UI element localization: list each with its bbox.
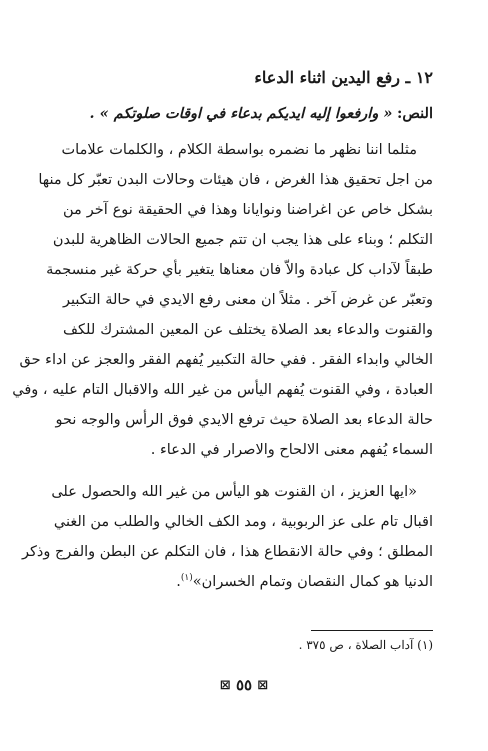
page-number-block <box>0 676 488 694</box>
paragraph-line: مثلما اننا نظهر ما نضمره بواسطة الكلام ، والكلمات علامات <box>61 142 417 158</box>
ornament-icon: ⊠ <box>219 678 231 693</box>
quran-quote: « وارفعوا إليه ايديكم بدعاء في اوقات صلوتكم » . <box>89 105 393 122</box>
paragraph-line: طبقاً لآداب كل عبادة والاّ فان معناها يتغير بأي حركة غير منسجمة <box>46 262 433 278</box>
paragraph-line: التكلم ؛ وبناء على هذا يجب ان تتم جميع الحالات الظاهرية للبدن <box>52 232 433 248</box>
paragraph-line: الدنيا هو كمال النقصان وتمام الخسران»$^{(١)}$. <box>176 573 433 590</box>
paragraph-line: الخالي وابداء الفقر . ففي حالة التكبير يُفهم الفقر والعجز عن اداء حق <box>19 352 433 368</box>
paragraph-line: العبادة ، وفي القنوت يُفهم اليأس من غير الله والاقبال التام عليه ، وفي <box>12 382 433 398</box>
paragraph-line: بشكل خاص عن اغراضنا ونوايانا وهذا في الحقيقة نوع آخر من <box>63 202 433 218</box>
paragraph-line: السماء يُفهم معنى الالحاح والاصرار في الدعاء . <box>150 442 433 458</box>
paragraph-line-text: الدنيا هو كمال النقصان وتمام الخسران» <box>192 574 433 590</box>
paragraph-line: وتعبّر عن غرض آخر . مثلاً ان معنى رفع الايدي في حالة التكبير <box>63 292 433 308</box>
footnote-divider <box>311 630 433 631</box>
footnote: (١) آداب الصلاة ، ص ٣٧٥ . <box>298 638 433 652</box>
text-quote-line <box>63 104 433 124</box>
paragraph-line: حالة الدعاء بعد الصلاة حيث ترفع الايدي فوق الرأس والوجه نحو <box>55 412 433 428</box>
text-label: النص: <box>397 105 433 122</box>
section-heading: ١٢ ـ رفع اليدين اثناء الدعاء <box>254 68 433 87</box>
paragraph-line: المطلق ؛ وفي حالة الانقطاع هذا ، فان التكلم عن البطن والفرج وذكر <box>22 544 433 560</box>
paragraph-line: اقبال تام على عز الربوبية ، ومد الكف الخالي والطلب من الغني <box>53 514 433 530</box>
ornament-icon: ⊠ <box>257 678 269 693</box>
paragraph-line: والقنوت والدعاء بعد الصلاة يختلف عن المعين المشترك للكف <box>63 322 433 338</box>
paragraph-line: «ايها العزيز ، ان القنوت هو اليأس من غير الله والحصول على <box>51 484 417 500</box>
page-number: ٥٥ <box>235 676 253 694</box>
footnote-marker: (١) <box>180 573 193 584</box>
paragraph-line: من اجل تحقيق هذا الغرض ، فان هيئات وحالات البدن تعبّر كل منها <box>38 172 433 188</box>
